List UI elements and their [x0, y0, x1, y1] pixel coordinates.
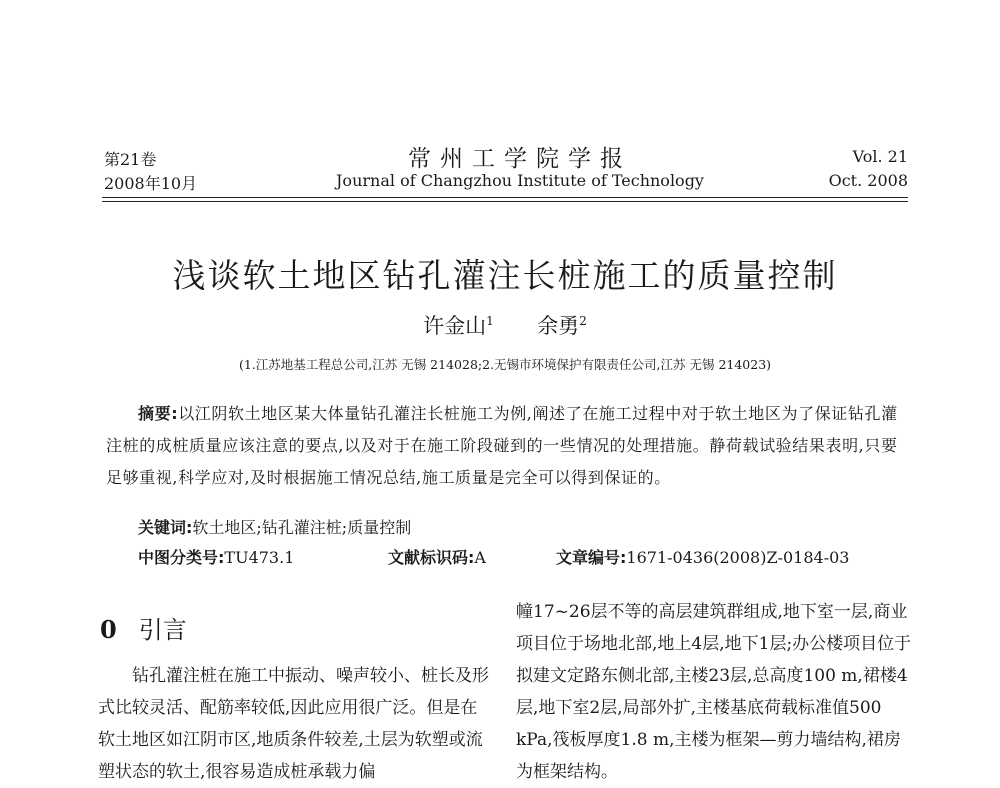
journal-title-cn: 常州工学院学报 — [408, 146, 632, 172]
doc-code-value: A — [474, 548, 486, 567]
keywords — [138, 515, 411, 538]
author-line — [100, 310, 910, 340]
keywords-label: 关键词: — [138, 518, 193, 537]
issue-date-cn: 2008年10月 — [104, 174, 198, 193]
author-2-affil-mark: 2 — [579, 314, 587, 328]
article-number — [556, 545, 849, 568]
abstract-text: 以江阴软土地区某大体量钻孔灌注长桩施工为例,阐述了在施工过程中对于软土地区为了保证钻孔灌注桩的成桩质量应该注意的要点,以及对于在施工阶段碰到的一些情况的处理措施。静荷载试验结果表明,只要足够重视,科学应对,及时根据施工情况总结,施工质量是完全可以得到保证的。 — [106, 404, 898, 487]
section-number: 0 — [100, 615, 117, 644]
journal-title-en: Journal of Changzhou Institute of Technology — [336, 171, 704, 190]
header-rule-top — [102, 197, 908, 198]
body-right-column: 幢17~26层不等的高层建筑群组成,地下室一层,商业项目位于场地北部,地上4层,地下1层;办公楼项目位于拟建文定路东侧北部,主楼23层,总高度100 m,裙楼4层,地下室2层,局部外扩,主楼基底荷载标准值500 kPa,筏板厚度1.8 m,主楼为框架—剪力墙结构,裙房为框架结构。 — [516, 602, 912, 782]
article-title: 浅谈软土地区钻孔灌注长桩施工的质量控制 — [172, 256, 838, 295]
issue-date-en: Oct. 2008 — [828, 171, 908, 190]
author-1-affil-mark: 1 — [486, 314, 494, 328]
article-number-label: 文章编号: — [556, 548, 627, 567]
keywords-text: 软土地区;钻孔灌注桩;质量控制 — [192, 518, 412, 537]
doc-code — [388, 545, 486, 568]
abstract-label: 摘要: — [138, 404, 179, 423]
clc-number — [138, 545, 294, 568]
volume-label: 第21卷 — [104, 150, 157, 169]
doc-code-label: 文献标识码: — [388, 548, 475, 567]
abstract — [106, 398, 904, 494]
header-rule-bottom — [102, 201, 908, 202]
article-number-value: 1671-0436(2008)Z-0184-03 — [626, 548, 850, 567]
affiliation: (1.江苏地基工程总公司,江苏 无锡 214028;2.无锡市环境保护有限责任公司,江苏 无锡 214023) — [238, 357, 772, 372]
section-title: 引言 — [138, 616, 187, 644]
clc-value: TU473.1 — [224, 548, 295, 567]
volume-en: Vol. 21 — [852, 147, 908, 166]
clc-label: 中图分类号: — [138, 548, 225, 567]
author-2: 余勇 — [537, 314, 580, 338]
author-1: 许金山 — [423, 314, 487, 338]
section-heading — [100, 610, 187, 645]
body-left-column: 钻孔灌注桩在施工中振动、噪声较小、桩长及形式比较灵活、配筋率较低,因此应用很广泛。但是在软土地区如江阴市区,地质条件较差,土层为软塑或流塑状态的软土,很容易造成桩承载力偏 — [98, 666, 489, 782]
